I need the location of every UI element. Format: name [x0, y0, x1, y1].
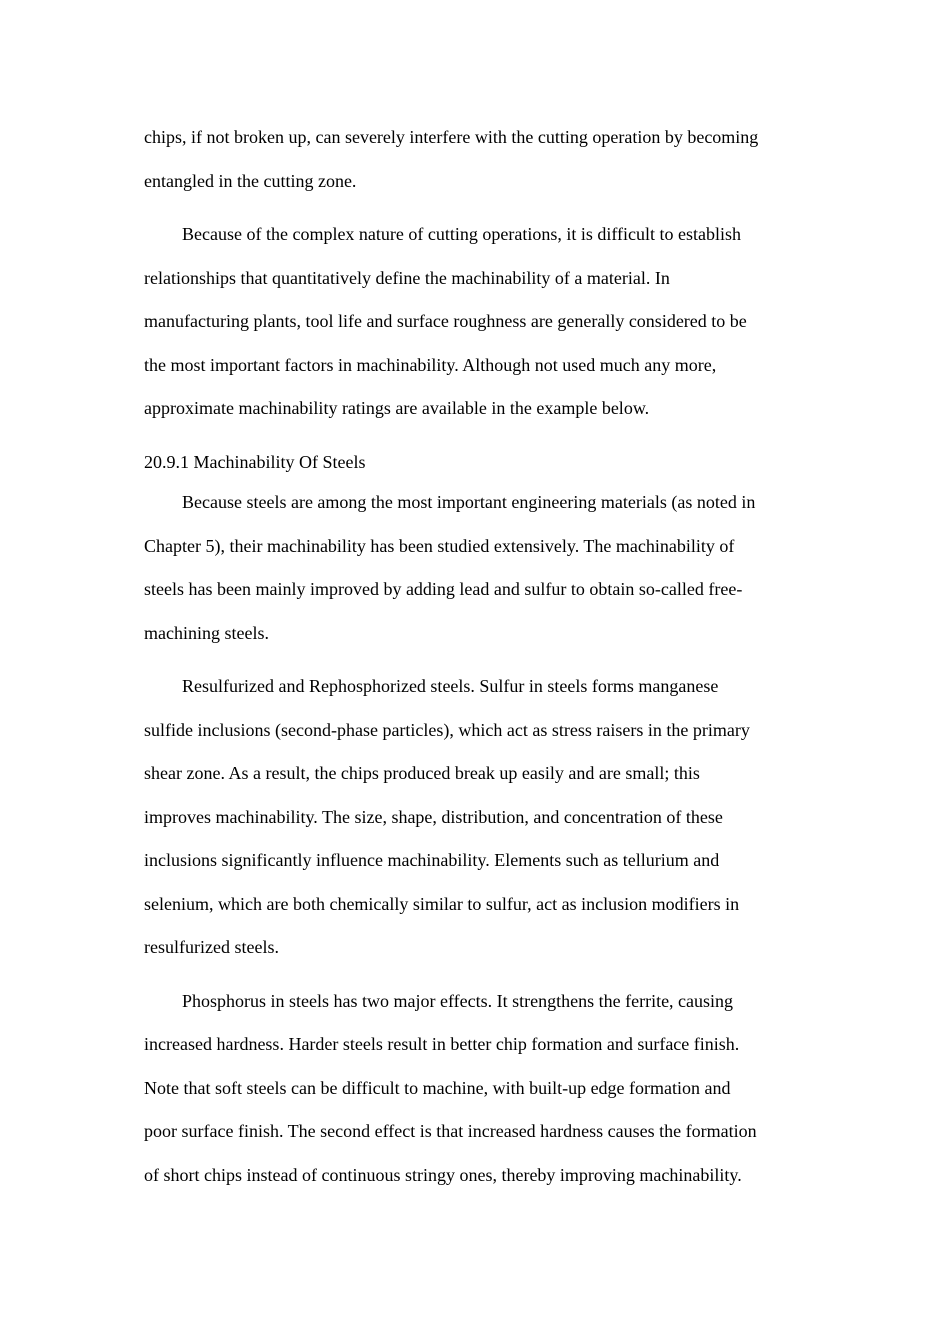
- text-line: machining steels.: [144, 623, 269, 643]
- text-line: selenium, which are both chemically similar to sulfur, act as inclusion modifiers in: [144, 894, 740, 914]
- text-line: sulfide inclusions (second-phase particles), which act as stress raisers in the primary: [144, 720, 750, 740]
- text-line: improves machinability. The size, shape, distribution, and concentration of these: [144, 807, 723, 827]
- text-line: shear zone. As a result, the chips produced break up easily and are small; this: [144, 763, 700, 783]
- text-line: inclusions significantly influence machinability. Elements such as tellurium and: [144, 850, 720, 870]
- text-line: steels has been mainly improved by adding lead and sulfur to obtain so-called free-: [144, 579, 743, 599]
- text-line: manufacturing plants, tool life and surface roughness are generally considered to be: [144, 311, 747, 331]
- text-line: approximate machinability ratings are available in the example below.: [144, 398, 650, 418]
- text-line: chips, if not broken up, can severely interfere with the cutting operation by becoming: [144, 127, 759, 147]
- text-line: the most important factors in machinability. Although not used much any more,: [144, 355, 717, 375]
- text-line: of short chips instead of continuous stringy ones, thereby improving machinability.: [144, 1165, 742, 1185]
- text-line: Phosphorus in steels has two major effects. It strengthens the ferrite, causing: [182, 991, 734, 1011]
- text-line: Because steels are among the most important engineering materials (as noted in: [182, 492, 756, 512]
- text-line: Chapter 5), their machinability has been studied extensively. The machinability of: [144, 536, 735, 556]
- text-line: Resulfurized and Rephosphorized steels. Sulfur in steels forms manganese: [182, 676, 719, 696]
- text-line: increased hardness. Harder steels result in better chip formation and surface finish.: [144, 1034, 740, 1054]
- text-line: Note that soft steels can be difficult to machine, with built-up edge formation and: [144, 1078, 731, 1098]
- text-line: entangled in the cutting zone.: [144, 171, 357, 191]
- text-line: relationships that quantitatively define the machinability of a material. In: [144, 268, 670, 288]
- text-line: Because of the complex nature of cutting operations, it is difficult to establish: [182, 224, 742, 244]
- text-line: resulfurized steels.: [144, 937, 279, 957]
- section-heading: 20.9.1 Machinability Of Steels: [144, 452, 366, 472]
- text-line: poor surface finish. The second effect is that increased hardness causes the formation: [144, 1121, 757, 1141]
